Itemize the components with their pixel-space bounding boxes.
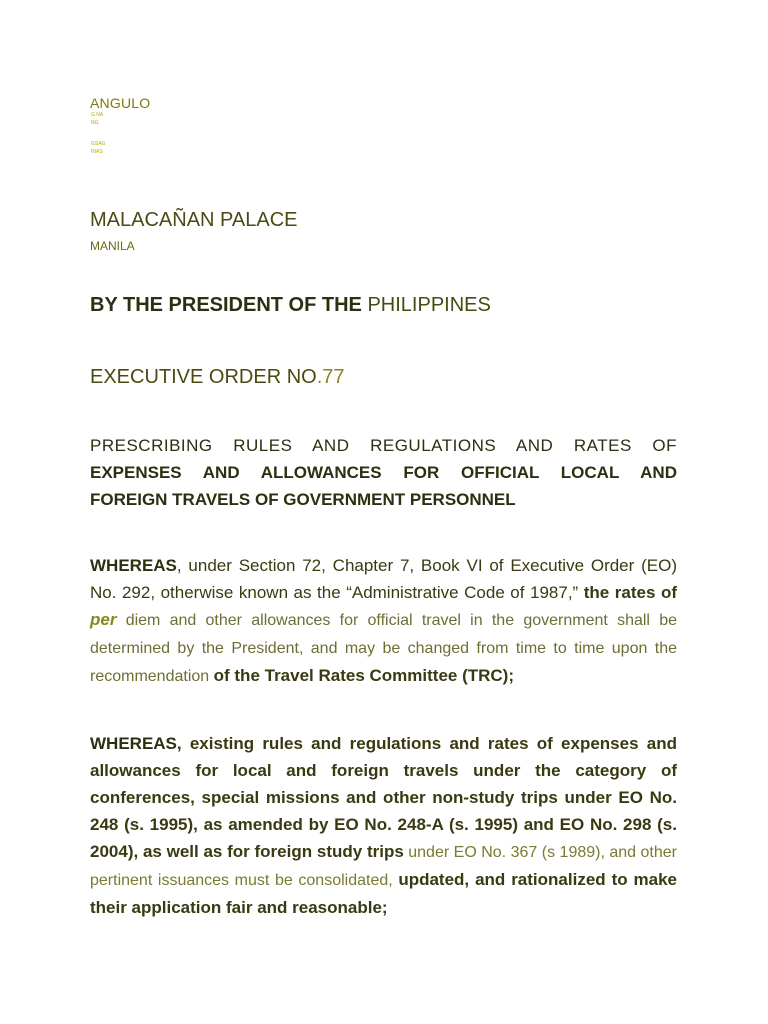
title-line-2: EXPENSES AND ALLOWANCES FOR OFFICIAL LOCAL AND	[90, 463, 677, 482]
title-line-3: FOREIGN TRAVELS OF GOVERNMENT PERSONNEL	[90, 490, 516, 509]
logo-tiny-line: G NA	[91, 112, 104, 118]
executive-order-number	[90, 366, 345, 389]
p2-part-b: under EO No. 367 (s 1989), and other pertinent issuances must be consolidated,	[90, 844, 678, 889]
p1-part-c: diem and other allowances for official travel in the government shall be determined by the President, and may be changed from time to time upon the recommendation	[90, 612, 677, 685]
p1-part-a: , under Section 72, Chapter 7, Book VI of Executive Order (EO) No. 292, otherwise known as the “Administrative Code of 1987,”	[90, 556, 677, 602]
whereas-label: WHEREAS	[90, 734, 177, 753]
whereas-paragraph-2	[90, 730, 677, 921]
order-prefix: EXECUTIVE ORDER NO	[90, 366, 317, 388]
logo-text: ANGULO	[90, 95, 151, 111]
p2-part-c: updated, and rationalized to make their application fair and reasonable;	[90, 870, 677, 917]
whereas-paragraph-1	[90, 552, 677, 690]
president-heading	[90, 294, 491, 317]
order-title	[90, 432, 677, 513]
p1-part-b: the rates of	[578, 583, 677, 602]
p2-part-a: , existing rules and regulations and rates of expenses and allowances for local and foreign travels under the category of conferences, special missions and other non-study trips under EO No. 248 (s. 1995), as amended by EO No. 248-A (s. 1995) and EO No. 298 (s. 2004), as well as for foreign study trips	[90, 734, 677, 861]
city-subtitle: MANILA	[90, 239, 135, 253]
p1-per: per	[90, 610, 117, 629]
title-line-1: PRESCRIBING RULES AND REGULATIONS AND RATES OF	[90, 436, 677, 455]
whereas-label: WHEREAS	[90, 556, 177, 575]
p1-part-d: of the Travel Rates Committee (TRC);	[213, 666, 515, 685]
president-bold: BY THE PRESIDENT OF THE	[90, 294, 362, 316]
order-number: .77	[316, 366, 345, 388]
logo-tiny-line: GSAG	[91, 141, 106, 147]
logo-tiny-line: INAS	[91, 149, 103, 155]
president-country: PHILIPPINES	[367, 294, 491, 316]
logo-tiny-line	[91, 128, 92, 135]
palace-title: MALACAÑAN PALACE	[90, 209, 298, 231]
logo-tiny-line: NG	[91, 120, 99, 126]
